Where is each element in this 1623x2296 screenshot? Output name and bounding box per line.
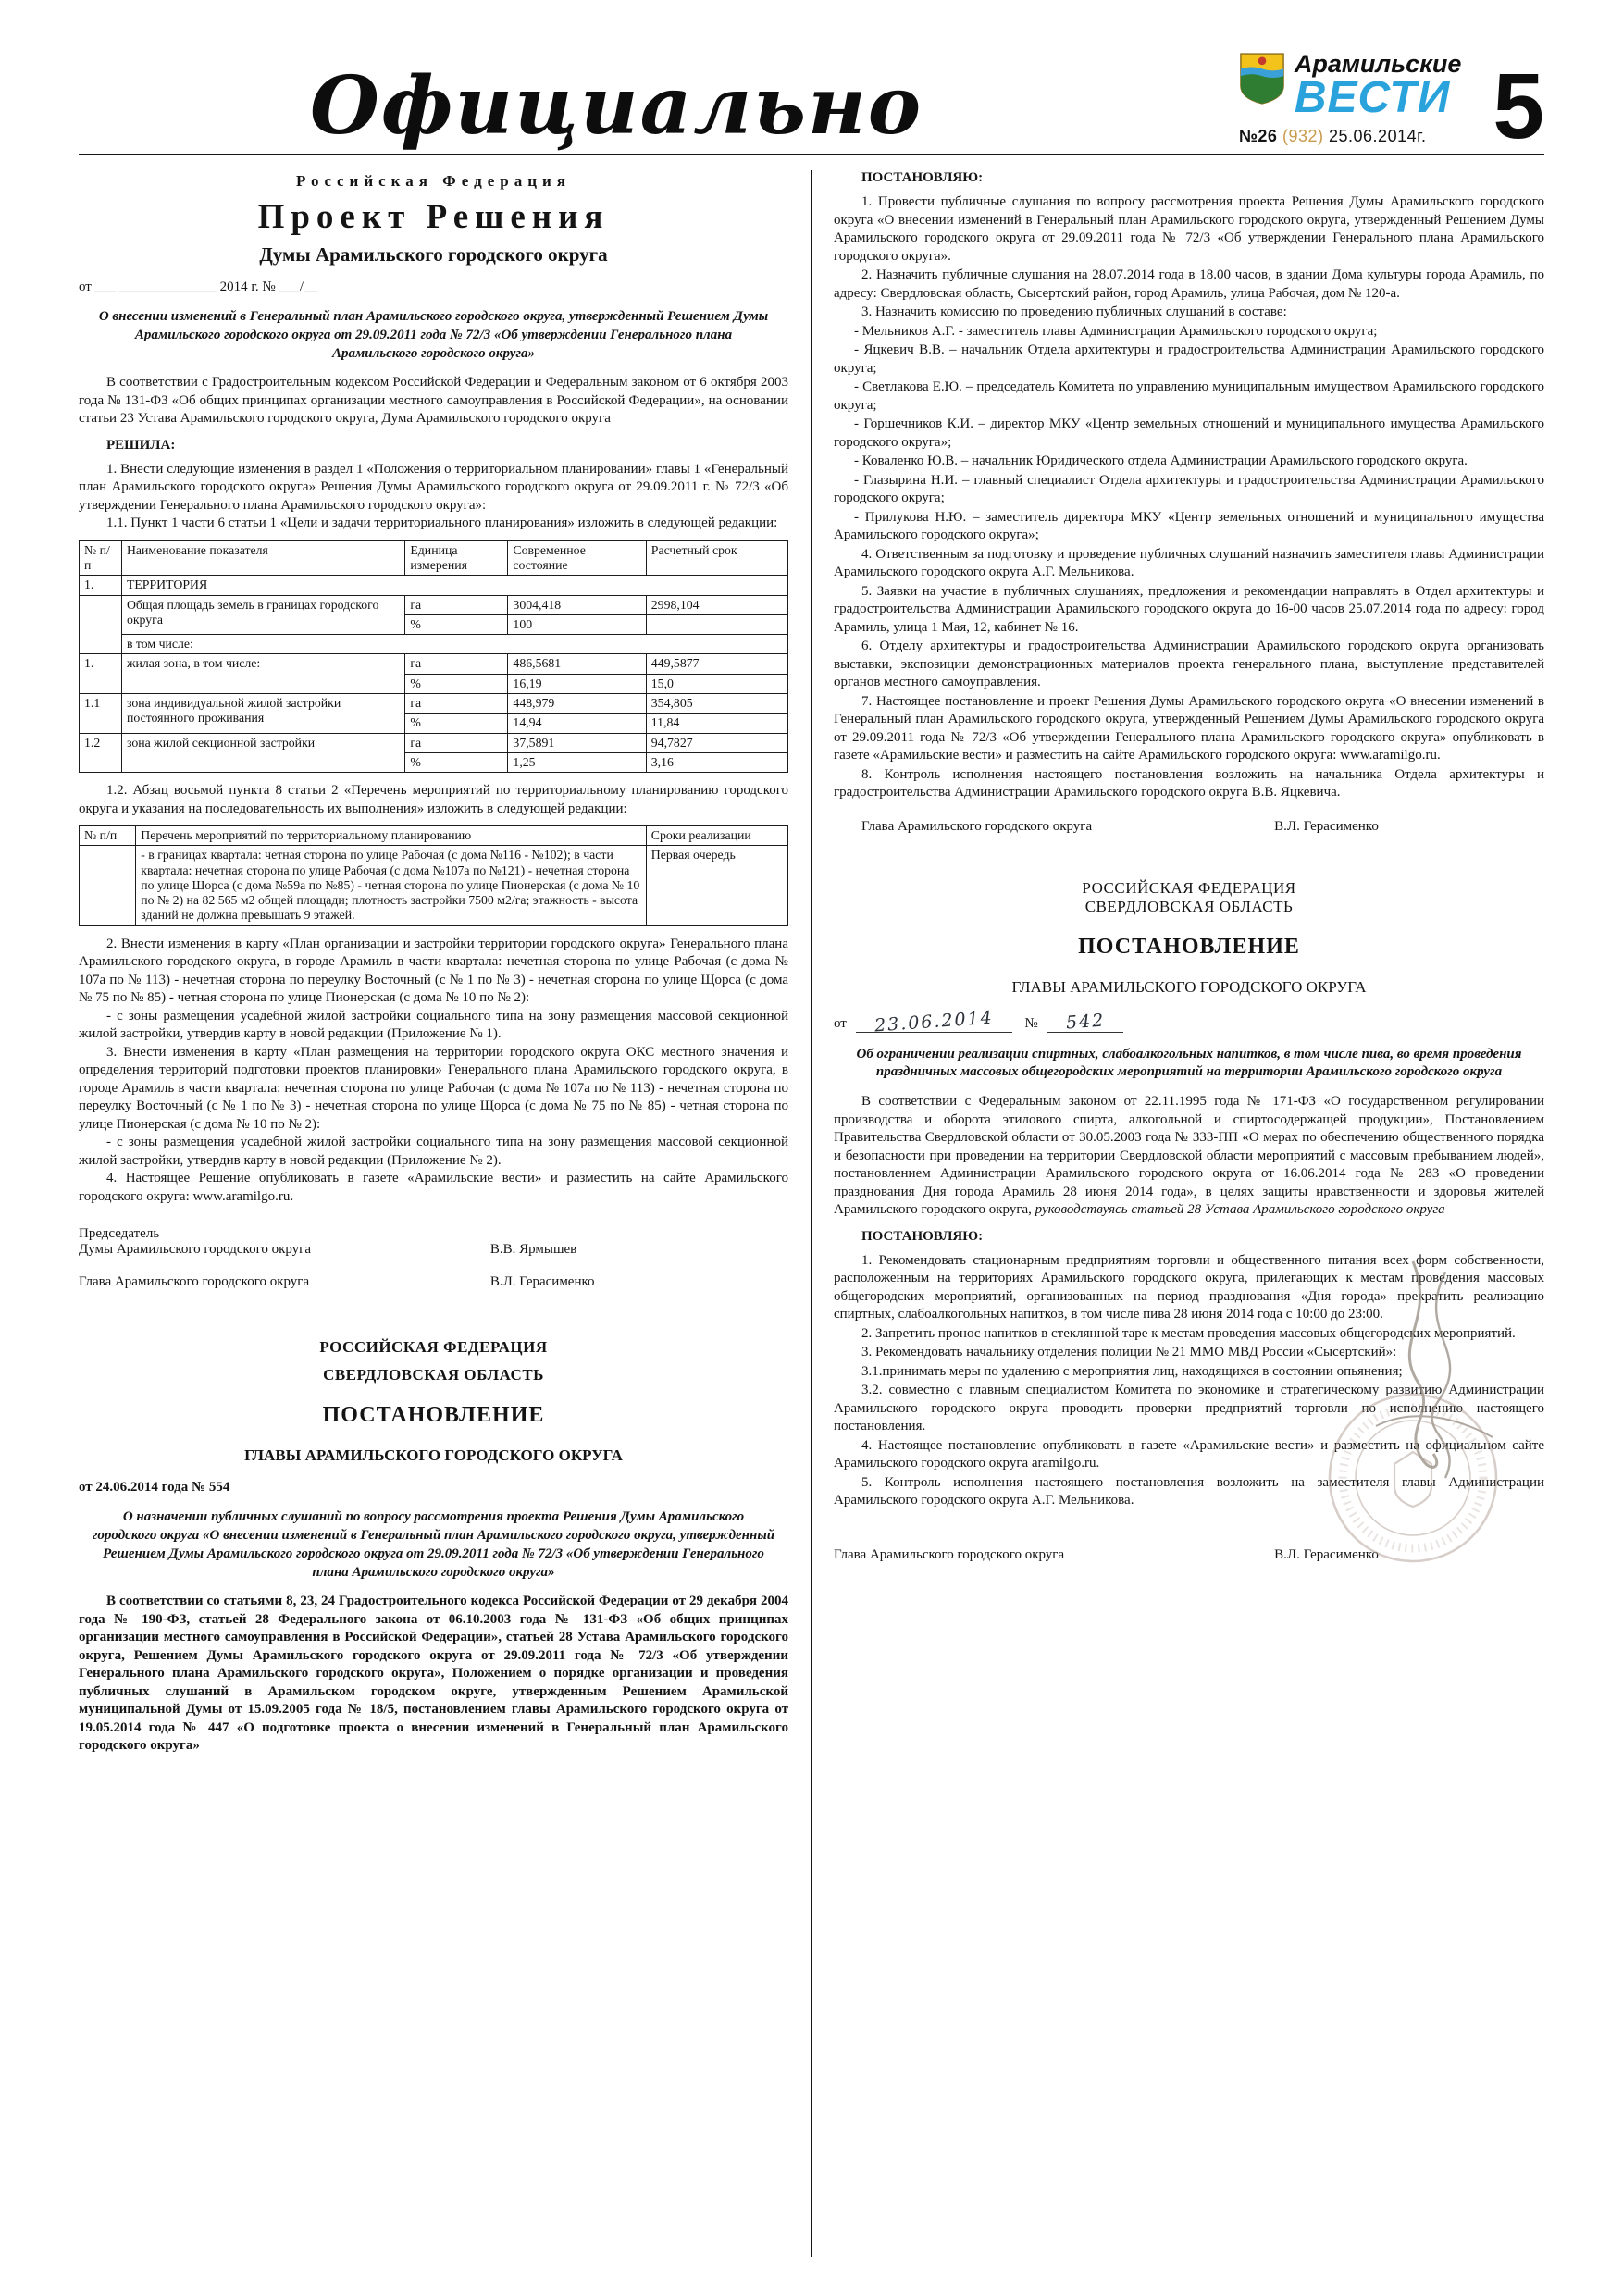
doc2-resolve-word: ПОСТАНОВЛЯЮ: — [861, 170, 984, 185]
doc3-item-2: 2. Запретить пронос напитков в стеклянной таре к местам проведения массовых общегородских мероприятий. — [861, 1325, 1516, 1341]
cell: га — [405, 733, 508, 752]
doc2-org: ГЛАВЫ АРАМИЛЬСКОГО ГОРОДСКОГО ОКРУГА — [244, 1446, 623, 1465]
table-header-row — [80, 826, 788, 846]
doc3-type: ПОСТАНОВЛЕНИЕ — [1078, 934, 1300, 959]
cell: 354,805 — [646, 694, 787, 714]
cell: 37,5891 — [508, 733, 646, 752]
cell: Первая очередь — [646, 846, 787, 925]
section-title: Официально — [310, 59, 923, 153]
doc3-item-4: 4. Настоящее постановление опубликовать в газете «Арамильские вести» и разместить на официальном сайте Арамильского городского округа aramilgo.ru. — [834, 1437, 1544, 1471]
date-prefix: от — [834, 1015, 847, 1031]
signature-row — [79, 1242, 788, 1258]
doc1-signatures — [79, 1226, 788, 1290]
commission-member: - Глазырина Н.И. – главный специалист Отдела архитектуры и градостроительства Администрации Арамильского городского округа; — [834, 472, 1544, 505]
resolution-554-document — [79, 1338, 788, 1756]
doc1-subject: О внесении изменений в Генеральный план Арамильского городского округа, утвержденный Решением Думы Арамильского городского округа от 29.09.2011 года № 72/3 «Об утверждении Генерального плана Арамильского городского округа» — [98, 309, 769, 361]
cell: Общая площадь земель в границах городского округа — [121, 595, 404, 635]
signature-name: В.В. Ярмышев — [489, 1242, 577, 1258]
cell: 3004,418 — [508, 595, 646, 614]
cell: 1. — [80, 654, 122, 694]
issue-total: (932) — [1282, 127, 1324, 145]
cell: 2998,104 — [646, 595, 787, 614]
cell: % — [405, 674, 508, 693]
doc1-date-line: от ___ ______________ 2014 г. № ___/__ — [79, 279, 318, 294]
territory-indicators-table — [79, 540, 788, 773]
table-row — [80, 635, 788, 654]
cell: % — [405, 714, 508, 733]
cell: 449,5877 — [646, 654, 787, 674]
doc2-item-6: 6. Отделу архитектуры и градостроительства Администрации Арамильского городского округа организовать выставки, экспозиции демонстрационных материалов проекта генерального плана, выступление представителей органов местного самоуправления. — [834, 639, 1544, 689]
table-row — [80, 654, 788, 674]
cell: 1.1 — [80, 694, 122, 734]
draft-decision-document — [79, 172, 788, 1290]
col-header: Наименование показателя — [121, 540, 404, 576]
doc1-resolve-word: РЕШИЛА: — [106, 437, 176, 453]
resolution-542-document — [834, 879, 1544, 1563]
page-number: 5 — [1493, 55, 1544, 158]
cell: га — [405, 654, 508, 674]
cell: 15,0 — [646, 674, 787, 693]
doc1-intro: В соответствии с Градостроительным кодексом Российской Федерации и Федеральным законом от 6 октября 2003 года № 131-ФЗ «Об общих принципах организации местного самоуправления в Российской Федерации», на основании статьи 23 Устава Арамильского городского округа, Дума Арамильского городского округа — [79, 375, 788, 427]
commission-member: - Прилукова Н.Ю. – заместитель директора МКУ «Центр земельных отношений и муниципального имущества Арамильского городского округа»; — [834, 509, 1544, 542]
issue-date: 25.06.2014г. — [1329, 127, 1427, 145]
doc3-date-line — [834, 1007, 1544, 1036]
doc2-region: СВЕРДЛОВСКАЯ ОБЛАСТЬ — [323, 1366, 544, 1384]
number-prefix: № — [1024, 1015, 1038, 1031]
doc3-country: РОССИЙСКАЯ ФЕДЕРАЦИЯ — [1082, 878, 1296, 897]
col-header: Современное состояние — [508, 540, 646, 576]
doc3-org: ГЛАВЫ АРАМИЛЬСКОГО ГОРОДСКОГО ОКРУГА — [1011, 977, 1367, 996]
doc1-org: Думы Арамильского городского округа — [259, 243, 608, 266]
issue-info — [1239, 127, 1427, 146]
doc1-item-1-1: 1.1. Пункт 1 части 6 статьи 1 «Цели и задачи территориального планирования» изложить в следующей редакции: — [106, 515, 778, 531]
doc3-item-5: 5. Контроль исполнения настоящего постановления возложить на заместителя главы Администрации Арамильского городского округа А.Г. Мельникова. — [834, 1474, 1544, 1508]
doc1-country: Российская Федерация — [296, 172, 571, 190]
cell — [80, 846, 136, 925]
doc1-item-1: 1. Внести следующие изменения в раздел 1 «Положения о территориальном планировании» главы 1 «Генеральный план Арамильского городского округа» Решения Думы Арамильского городского округа от 29.09.2011 г. № 72/3 «Об утверждении Генерального плана Арамильского городского округа»: — [79, 461, 788, 513]
cell: жилая зона, в том числе: — [121, 654, 404, 694]
signature-role: Председатель — [79, 1226, 160, 1242]
commission-member: - Мельников А.Г. - заместитель главы Администрации Арамильского городского округа; — [854, 323, 1378, 339]
cell — [646, 614, 787, 634]
commission-member: - Яцкевич В.В. – начальник Отдела архитектуры и градостроительства Администрации Арамильского городского округа; — [834, 342, 1544, 376]
handwritten-date: 23.06.2014 — [873, 1007, 995, 1036]
cell: 1,25 — [508, 752, 646, 772]
doc2-item-7: 7. Настоящее постановление и проект Решения Думы Арамильского городского округа «О внесении изменений в Генеральный план Арамильского городского округа, утвержденный Решением Думы Арамильского городского округа от 29.09.2011 года № 72/3 «Об утверждении Генерального плана Арамильского городского округа» опубликовать в газете «Арамильские вести» и разместить на сайте Арамильского городского округа: www.aramilgo.ru. — [834, 693, 1544, 763]
commission-member: - Светлакова Е.Ю. – председатель Комитета по управлению муниципальным имуществом Арамильского городского округа; — [834, 379, 1544, 413]
col-header: № п/п — [80, 540, 122, 576]
cell: га — [405, 595, 508, 614]
doc1-item-2: 2. Внести изменения в карту «План организации и застройки территории городского округа» Генерального плана Арамильского городского округа, в городе Арамиль в части квартала: нечетная сторона по улице Рабочая (с дома № 107а по № 113) - нечетная сторона по переулку Восточный (с № 1 по № 3) - нечетная сторона по улице Щорса (с дома № 75 по № 85) - четная сторона по улице Пионерская (с дома № 10 по № 2): — [79, 936, 788, 1006]
commission-member: - Коваленко Ю.В. – начальник Юридического отдела Администрации Арамильского городского округа. — [854, 453, 1468, 468]
cell: 448,979 — [508, 694, 646, 714]
handwritten-number: 542 — [1065, 1010, 1106, 1033]
resolution-554-continued — [834, 170, 1544, 835]
doc2-item-4: 4. Ответственным за подготовку и проведение публичных слушаний назначить заместителя главы Администрации Арамильского городского округа А.Г. Мельникова. — [834, 546, 1544, 579]
doc2-item-1: 1. Провести публичные слушания по вопросу рассмотрения проекта Решения Думы Арамильского городского округа «О внесении изменений в Генеральный план Арамильского городского округа, утвержденный Решением Думы Арамильского городского округа от 29.09.2011 года № 72/3 «Об утверждении Генерального плана Арамильского городского округа». — [834, 194, 1544, 264]
doc2-signature — [834, 819, 1544, 835]
doc2-item-5: 5. Заявки на участие в публичных слушаниях, предложения и рекомендации направлять в Отдел архитектуры и градостроительства Администрации Арамильского городского округа до 16-00 часов 25.07.2014 года по адресу: город Арамиль, улица 1 Мая, 12, кабинет № 16. — [834, 583, 1544, 635]
cell: % — [405, 752, 508, 772]
left-column — [79, 170, 812, 2257]
issue-number: №26 — [1238, 127, 1278, 145]
col-header: Расчетный срок — [646, 540, 787, 576]
doc2-basis: В соответствии со статьями 8, 23, 24 Градостроительного кодекса Российской Федерации от 29 декабря 2004 года № 190-ФЗ, статьей 28 Федерального закона от 06.10.2003 года № 131-ФЗ «Об общих принципах организации местного самоуправления в Российской Федерации», статьей 28 Устава Арамильского городского округа, Решением Думы Арамильского городского округа от 29.09.2011 года № 72/3 «Об утверждении Генерального плана Арамильского городского округа», Положением о порядке организации и проведения публичных слушаний в Арамильском городском округе, утвержденным Решением Арамильской муниципальной Думы от 15.09.2005 года № 18/5, постановлением главы Арамильского городского округа от 19.05.2014 года № 447 «О подготовке проекта о внесении изменений в Генеральный план Арамильского городского округа» — [79, 1594, 788, 1754]
col-header: Перечень мероприятий по территориальному планированию — [136, 826, 647, 846]
signature-role: Глава Арамильского городского округа — [861, 818, 1093, 834]
doc2-subject: О назначении публичных слушаний по вопросу рассмотрения проекта Решения Думы Арамильского городского округа «О внесении изменений в Генеральный план Арамильского городского округа, утвержденный Решением Думы Арамильского городского округа от 29.09.2011 года № 72/3 «Об утверждении Генерального плана Арамильского городского округа» — [92, 1509, 775, 1580]
doc2-item-3: 3. Назначить комиссию по проведению публичных слушаний в составе: — [861, 304, 1287, 319]
doc3-item-1: 1. Рекомендовать стационарным предприятиям торговли и общественного питания всех форм собственности, расположенным на территориях Арамильского городского округа, прилегающих к местам проведения массовых общегородских мероприятий, организованных на период празднования «Дня города» прекратить реализацию спиртных, слабоалкогольных напитков, в том числе пива 28 июня 2014 года с 10:00 до 23:00. — [834, 1252, 1544, 1322]
right-column — [812, 170, 1544, 2257]
cell: в том числе: — [121, 635, 787, 654]
cell: ТЕРРИТОРИЯ — [121, 576, 787, 595]
doc3-header — [834, 879, 1544, 997]
table-row — [80, 576, 788, 595]
doc2-item-2: 2. Назначить публичные слушания на 28.07.2014 года в 18.00 часов, в здании Дома культуры города Арамиль, по адресу: Свердловская область, Сысертский район, город Арамиль, улица Рабочая, дом № 120-а. — [834, 267, 1544, 301]
cell: 100 — [508, 614, 646, 634]
doc1-item-3: 3. Внести изменения в карту «План размещения на территории городского округа ОКС местного значения и определения территорий подготовки проектов планировки» Генерального плана Арамильского городского округа, в городе Арамиль в части квартала: нечетная сторона по улице Рабочая (с дома № 107а по № 113) - нечетная сторона по переулку Восточный (с № 1 по № 3) - нечетная сторона по улице Щорса (с дома № 75 по № 85) - четная сторона по улице Пионерская (с дома № 10 по № 2): — [79, 1044, 788, 1132]
table-row — [80, 733, 788, 752]
doc3-region: СВЕРДЛОВСКАЯ ОБЛАСТЬ — [1084, 897, 1294, 915]
doc3-intro-text: В соответствии с Федеральным законом от 22.11.1995 года № 171-ФЗ «О государственном регулировании производства и оборота этилового спирта, алкогольной и спиртосодержащей продукции», Постановлением Правительства Свердловской области от 30.05.2003 года № 333-ПП «О мерах по обеспечению общественного порядка и безопасности при проведении на территории Свердловской области мероприятий с массовым пребыванием людей», постановлением Администрации Арамильского городского округа от 16.06.2014 года № 283 «О проведении празднования Дня города Арамиль 28 июня 2014 года», в целях защиты нравственности и здоровья жителей Арамильского городского округа, — [834, 1094, 1544, 1218]
cell: 94,7827 — [646, 733, 787, 752]
doc3-resolve-word: ПОСТАНОВЛЯЮ: — [861, 1228, 984, 1244]
doc1-item-3a: - с зоны размещения усадебной жилой застройки социального типа на зону размещения массовой секционной жилой застройки, утвердив карту в новой редакции (Приложение № 2). — [79, 1135, 788, 1168]
signature-name: В.Л. Герасименко — [1274, 818, 1379, 834]
col-header: Единица измерения — [405, 540, 508, 576]
cell: 11,84 — [646, 714, 787, 733]
cell: % — [405, 614, 508, 634]
doc2-date-line: от 24.06.2014 года № 554 — [79, 1480, 230, 1496]
doc3-item-3-2: 3.2. совместно с главным специалистом Комитета по экономике и стратегическому развитию Администрации Арамильского городского округа проводить проверки предприятий торговли по исполнению настоящего постановления. — [834, 1383, 1544, 1434]
cell: - в границах квартала: четная сторона по улице Рабочая (с дома №116 - №102); в части квартала: нечетная сторона по улице Рабочая (с дома №107а по №121) - нечетная сторона по улице Щорса (с дома №59а по №85) - четная сторона по улице Пионерская (с дома № 10 по № 2) на 82 565 м2 общей площади; плотность застройки 7500 м2/га; этажность - высота зданий не должна превышать 9 этажей. — [136, 846, 647, 925]
newspaper-logo-block — [1239, 52, 1493, 146]
table-row — [80, 846, 788, 925]
signature-row — [79, 1274, 788, 1290]
cell: зона жилой секционной застройки — [121, 733, 404, 773]
doc2-item-8: 8. Контроль исполнения настоящего постановления возложить на начальника Отдела архитектуры и градостроительства Администрации Арамильского городского округа В.В. Яцкевича. — [834, 766, 1544, 800]
signature-role: Глава Арамильского городского округа — [834, 1546, 1065, 1562]
cell: 14,94 — [508, 714, 646, 733]
paper-name-main: ВЕСТИ — [1294, 73, 1451, 123]
doc2-header — [79, 1338, 788, 1465]
signature-name: В.Л. Герасименко — [1274, 1546, 1379, 1562]
cell: 16,19 — [508, 674, 646, 693]
doc3-intro-emphasis: руководствуясь статьей 28 Устава Арамильского городского округа — [1035, 1202, 1445, 1218]
cell — [80, 595, 122, 654]
table-row — [80, 694, 788, 714]
signature-role: Думы Арамильского городского округа — [79, 1242, 311, 1258]
doc3-subject: Об ограничении реализации спиртных, слабоалкогольных напитков, в том числе пива, во время проведения праздничных массовых общегородских мероприятий на территории Арамильского городского округа — [856, 1046, 1522, 1080]
paper-name-top: Арамильские — [1294, 50, 1462, 79]
cell: га — [405, 694, 508, 714]
doc2-country: РОССИЙСКАЯ ФЕДЕРАЦИЯ — [319, 1338, 548, 1357]
content-columns — [79, 170, 1544, 2257]
doc1-item-1-2: 1.2. Абзац восьмой пункта 8 статьи 2 «Перечень мероприятий по территориальному планированию городского округа и указания на последовательность их выполнения» изложить в следующей редакции: — [79, 783, 788, 816]
col-header: Сроки реализации — [646, 826, 787, 846]
doc2-type: ПОСТАНОВЛЕНИЕ — [322, 1403, 545, 1428]
doc1-item-2a: - с зоны размещения усадебной жилой застройки социального типа на зону размещения массовой секционной жилой застройки, утвердив карту в новой редакции (Приложение № 1). — [79, 1008, 788, 1042]
col-header: № п/п — [80, 826, 136, 846]
planning-measures-table — [79, 825, 788, 926]
doc3-item-3-1: 3.1.принимать меры по удалению с мероприятия лиц, находящихся в состоянии опьянения; — [861, 1363, 1403, 1379]
cell: зона индивидуальной жилой застройки постоянного проживания — [121, 694, 404, 734]
masthead — [79, 26, 1544, 158]
cell: 3,16 — [646, 752, 787, 772]
doc3-intro — [834, 1093, 1544, 1220]
signature-role: Глава Арамильского городского округа — [79, 1274, 310, 1290]
cell: 1. — [80, 576, 122, 595]
doc3-signature — [834, 1547, 1544, 1563]
cell: 486,5681 — [508, 654, 646, 674]
cell: 1.2 — [80, 733, 122, 773]
doc3-item-3: 3. Рекомендовать начальнику отделения полиции № 21 ММО МВД России «Сысертский»: — [861, 1345, 1397, 1360]
doc1-title: Проект Решения — [257, 198, 610, 236]
table-header-row — [80, 540, 788, 576]
commission-member: - Горшечников К.И. – директор МКУ «Центр земельных отношений и муниципального имущества Арамильского городского округа»; — [834, 416, 1544, 450]
city-crest-icon — [1239, 52, 1285, 110]
signature-name: В.Л. Герасименко — [489, 1274, 595, 1290]
table-row — [80, 595, 788, 614]
doc1-item-4: 4. Настоящее Решение опубликовать в газете «Арамильские вести» и разместить на сайте Арамильского городского округа: www.aramilgo.ru. — [79, 1171, 788, 1204]
